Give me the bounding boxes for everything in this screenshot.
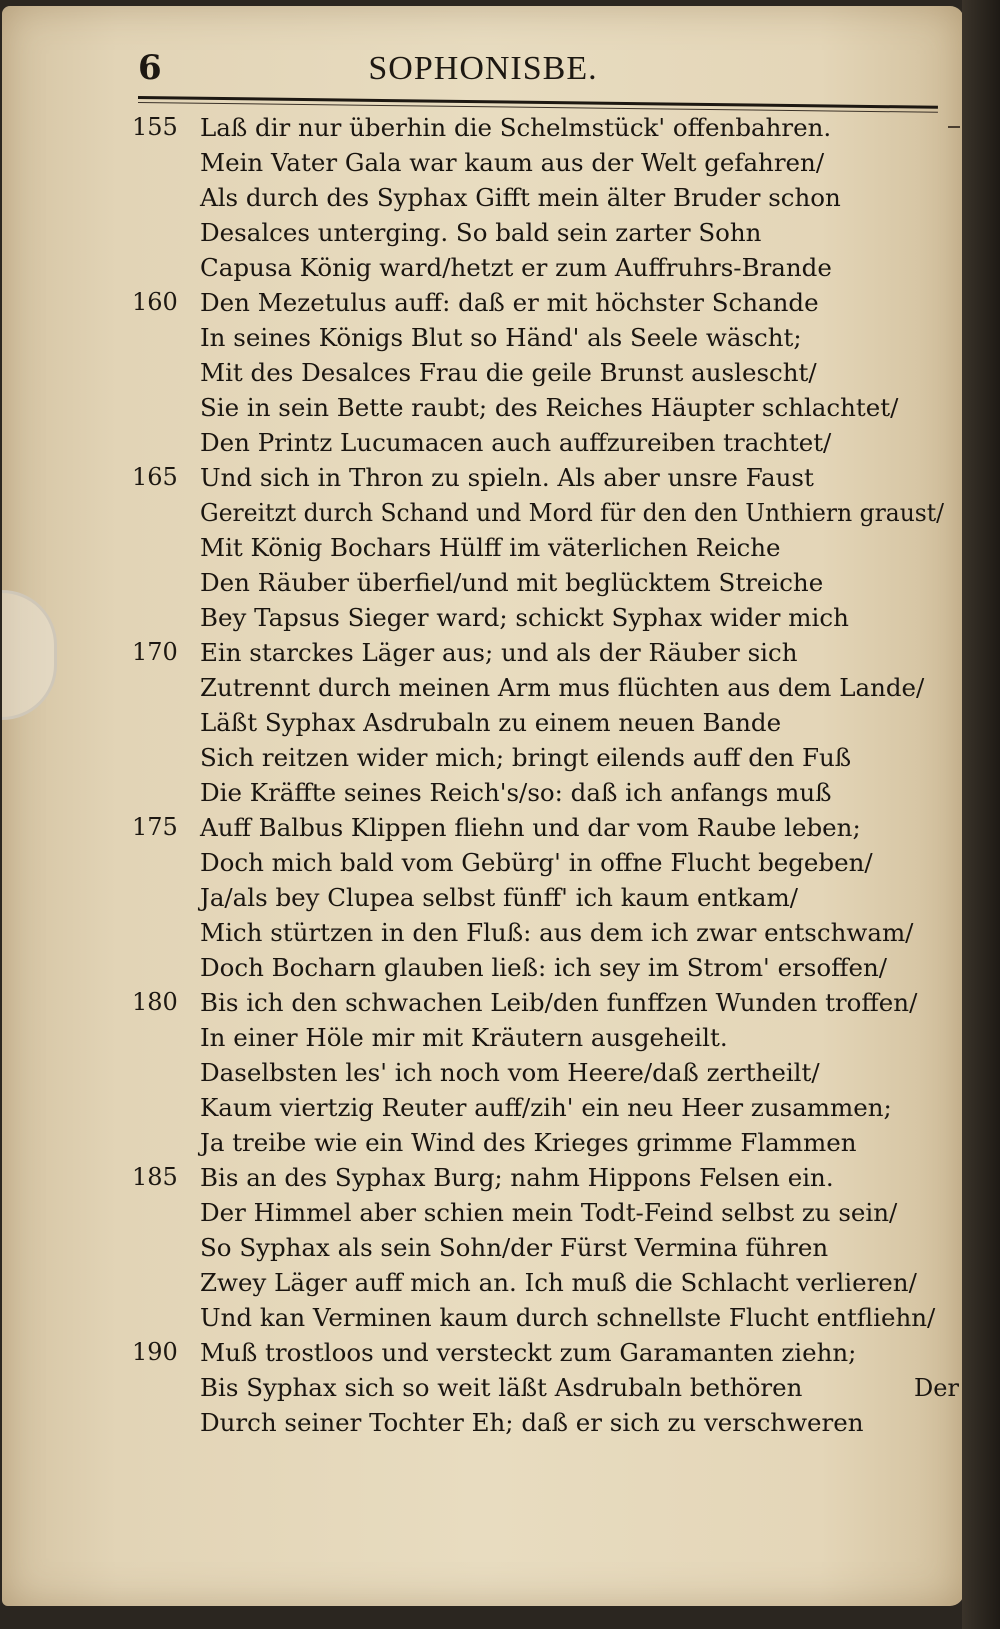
line-text: In seines Königs Blut so Händ' als Seele wäscht;	[200, 323, 802, 352]
page-header	[2, 6, 964, 116]
book-page	[2, 6, 964, 1606]
line-text: Der Himmel aber schien mein Todt-Feind selbst zu sein/	[200, 1198, 898, 1227]
verse-line	[132, 495, 952, 530]
line-text: Laß dir nur überhin die Schelmstück' offenbahren.	[200, 113, 832, 142]
verse-line	[132, 1020, 952, 1055]
verse-line	[132, 810, 952, 845]
verse-line	[132, 845, 952, 880]
verse-line	[132, 215, 952, 250]
verse-line	[132, 985, 952, 1020]
verse-line	[132, 1160, 952, 1195]
verse-line	[132, 880, 952, 915]
spine-clip	[2, 590, 57, 720]
verse-line	[132, 705, 952, 740]
verse-line	[132, 1370, 952, 1405]
verse-line	[132, 775, 952, 810]
verse-line	[132, 1300, 952, 1335]
verse-line	[132, 460, 952, 495]
verse-line	[132, 320, 952, 355]
line-number: 155	[132, 113, 178, 141]
line-text: Und sich in Thron zu spieln. Als aber unsre Faust	[200, 463, 814, 492]
line-text: Mit des Desalces Frau die geile Brunst auslescht/	[200, 358, 817, 387]
line-text: Bis Syphax sich so weit läßt Asdrubaln bethören	[200, 1373, 803, 1402]
verse-line	[132, 565, 952, 600]
line-text: Den Räuber überfiel/und mit beglücktem Streiche	[200, 568, 824, 597]
line-text: Mich stürtzen in den Fluß: aus dem ich zwar entschwam/	[200, 918, 914, 947]
verse-line	[132, 635, 952, 670]
verse-text	[132, 110, 952, 1440]
line-number: 185	[132, 1163, 178, 1191]
line-text: Mit König Bochars Hülff im väterlichen Reiche	[200, 533, 781, 562]
catchword: Der	[914, 1374, 959, 1402]
line-text: Doch mich bald vom Gebürg' in offne Flucht begeben/	[200, 848, 873, 877]
line-text: Und kan Verminen kaum durch schnellste Flucht entfliehn/	[200, 1303, 936, 1332]
verse-line	[132, 250, 952, 285]
line-text: In einer Höle mir mit Kräutern ausgeheilt.	[200, 1023, 728, 1052]
verse-line	[132, 530, 952, 565]
line-text: Muß trostloos und versteckt zum Garamanten ziehn;	[200, 1338, 857, 1367]
verse-line	[132, 425, 952, 460]
line-number: 165	[132, 463, 178, 491]
line-text: Daselbsten les' ich noch vom Heere/daß zertheilt/	[200, 1058, 820, 1087]
line-number: 180	[132, 988, 178, 1016]
line-text: Doch Bocharn glauben ließ: ich sey im Strom' ersoffen/	[200, 953, 888, 982]
line-number: 160	[132, 288, 178, 316]
line-text: Die Kräffte seines Reich's/so: daß ich anfangs muß	[200, 778, 832, 807]
verse-line	[132, 355, 952, 390]
verse-line	[132, 740, 952, 775]
line-text: Gereitzt durch Schand und Mord für den den Unthiern graust/	[200, 498, 945, 527]
verse-line	[132, 390, 952, 425]
line-text: Den Mezetulus auff: daß er mit höchster Schande	[200, 288, 819, 317]
verse-line	[132, 1090, 952, 1125]
line-text: Läßt Syphax Asdrubaln zu einem neuen Bande	[200, 708, 782, 737]
verse-line	[132, 1195, 952, 1230]
verse-line	[132, 1055, 952, 1090]
line-text: Durch seiner Tochter Eh; daß er sich zu verschweren	[200, 1408, 864, 1437]
verse-line	[132, 950, 952, 985]
verse-line	[132, 1335, 952, 1370]
verse-line	[132, 1125, 952, 1160]
line-text: Kaum viertzig Reuter auff/zih' ein neu Heer zusammen;	[200, 1093, 892, 1122]
verse-line	[132, 1265, 952, 1300]
verse-line	[132, 1405, 952, 1440]
line-text: Bey Tapsus Sieger ward; schickt Syphax wider mich	[200, 603, 849, 632]
verse-line	[132, 180, 952, 215]
line-text: Mein Vater Gala war kaum aus der Welt gefahren/	[200, 148, 825, 177]
line-text: Als durch des Syphax Gifft mein älter Bruder schon	[200, 183, 841, 212]
line-text: Sich reitzen wider mich; bringt eilends auff den Fuß	[200, 743, 852, 772]
verse-line	[132, 670, 952, 705]
line-text: Capusa König ward/hetzt er zum Auffruhrs-Brande	[200, 253, 832, 282]
line-text: Zutrennt durch meinen Arm mus flüchten aus dem Lande/	[200, 673, 925, 702]
line-text: Bis ich den schwachen Leib/den funffzen Wunden troffen/	[200, 988, 918, 1017]
verse-line	[132, 1230, 952, 1265]
verse-line	[132, 915, 952, 950]
verse-line	[132, 285, 952, 320]
page-number: 6	[138, 48, 162, 88]
verse-line	[132, 600, 952, 635]
line-number: 190	[132, 1338, 178, 1366]
line-text: Ja/als bey Clupea selbst fünff' ich kaum entkam/	[200, 883, 799, 912]
line-text: Zwey Läger auff mich an. Ich muß die Schlacht verlieren/	[200, 1268, 917, 1297]
line-text: Ja treibe wie ein Wind des Krieges grimme Flammen	[200, 1128, 857, 1157]
scan-background-edge	[962, 0, 1000, 1629]
line-number: 175	[132, 813, 178, 841]
verse-line	[132, 110, 952, 145]
line-text: Desalces unterging. So bald sein zarter Sohn	[200, 218, 762, 247]
line-text: Auff Balbus Klippen fliehn und dar vom Raube leben;	[200, 813, 861, 842]
line-number: 170	[132, 638, 178, 666]
line-text: Ein starckes Läger aus; und als der Räuber sich	[200, 638, 798, 667]
line-text: Den Printz Lucumacen auch auffzureiben trachtet/	[200, 428, 832, 457]
line-text: Sie in sein Bette raubt; des Reiches Häupter schlachtet/	[200, 393, 899, 422]
line-text: Bis an des Syphax Burg; nahm Hippons Felsen ein.	[200, 1163, 834, 1192]
verse-line	[132, 145, 952, 180]
running-title: SOPHONISBE.	[368, 50, 598, 87]
line-text: So Syphax als sein Sohn/der Fürst Vermina führen	[200, 1233, 829, 1262]
